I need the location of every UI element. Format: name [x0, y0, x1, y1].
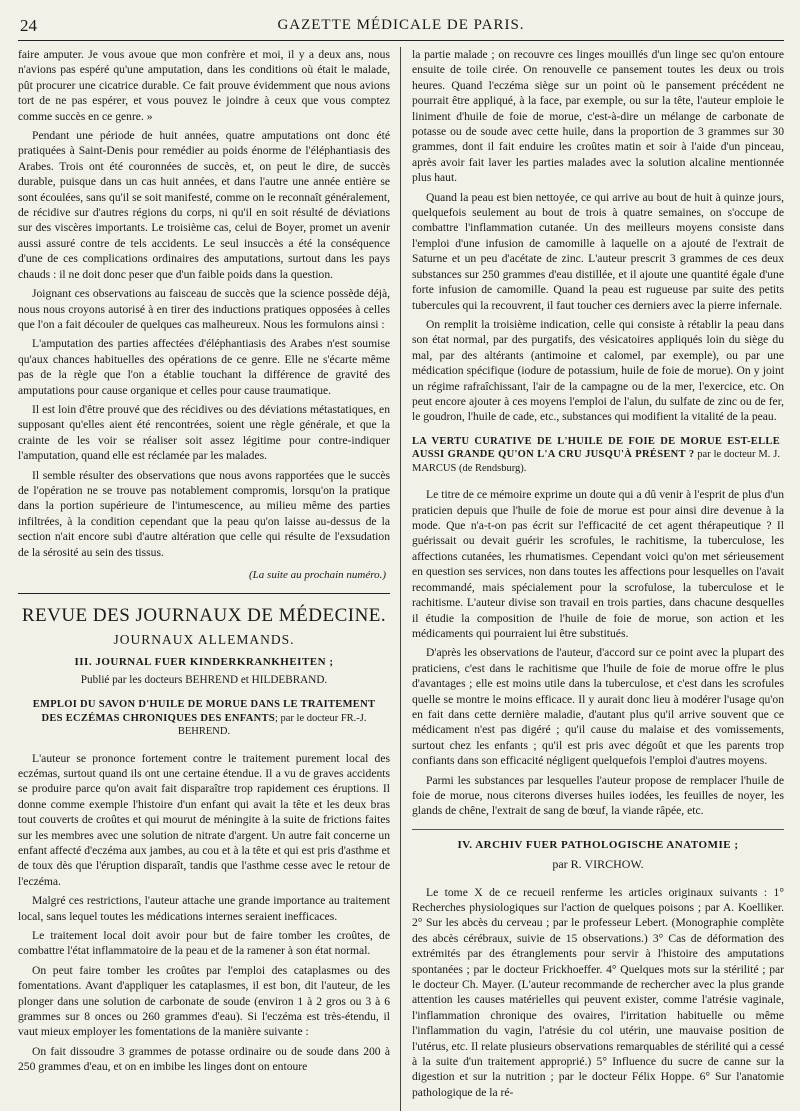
- subsection-title: JOURNAUX ALLEMANDS.: [113, 631, 295, 647]
- paragraph: Le traitement local doit avoir pour but de faire tomber les croûtes, de combattre l'état inflammatoire de la peau et de la ramener à son état normal.: [18, 929, 390, 958]
- paragraph: Parmi les substances par lesquelles l'auteur propose de remplacer l'huile de foie de morue, nous citerons diverses huiles iodées, les feuilles de noyer, les glands de chêne, l'extrait de sang de bœuf, la viande râpée, etc.: [412, 773, 784, 818]
- journal-title: GAZETTE MÉDICALE DE PARIS.: [277, 17, 525, 33]
- paragraph: L'amputation des parties affectées d'éléphantiasis des Arabes n'est soumise qu'aux chances habituelles des opérations de ce genre. Elle ne s'écarte même pas de la règle que l'on a établie touchant la différence de gravité des amputations pour cause organique et celles pour cause traumatique.: [18, 337, 390, 397]
- paragraph: Malgré ces restrictions, l'auteur attache une grande importance au traitement local, sans lequel toutes les médications internes seraient inefficaces.: [18, 894, 390, 923]
- paragraph: faire amputer. Je vous avoue que mon confrère et moi, il y a deux ans, nous n'avions pas espéré qu'une amputation, dans les conditions où était le malade, pût procurer une cicatrice durable. Ce fait prouve évidemment que nous avions tort de ne pas espérer, et vous pouvez le joindre à ceux que vous comptez comme succès en ce genre. »: [18, 48, 390, 123]
- paragraph: la partie malade ; on recouvre ces linges mouillés d'un linge sec qu'on entoure ensuite de toile cirée. On renouvelle ce pansement toutes les deux ou trois heures. Quand l'eczéma siège sur un point où le pansement précédent ne pourrait être appliqué, à la face, par exemple, ou sur la tête, l'auteur emploie le liniment d'huile de foie de morue, c'est-à-dire un mélange de carbonate de potasse ou de soude avec cette huile, dans la proportion de 3 grammes sur 30 grammes, dont il fait enduire les croûtes matin et soir à l'aide d'un pinceau, après avoir fait laver les parties malades avec la solution alcaline mentionnée plus haut.: [412, 48, 784, 185]
- article-heading: [22, 698, 386, 739]
- editors-line: Publié par les docteurs BEHREND et HILDEBRAND.: [80, 673, 328, 686]
- paragraph: Il est loin d'être prouvé que des récidives ou des déviations métastatiques, en supposant qu'elles aient été rencontrées, soient une règle générale, et que la crainte de les voir se réaliser soit assez légitime pour contre-indiquer l'amputation, quand elle est réclamée par les malades.: [18, 402, 390, 463]
- paragraph: Quand la peau est bien nettoyée, ce qui arrive au bout de huit à quinze jours, quelquefois seulement au bout de trois à quatre semaines, on s'occupe de combattre l'inflammation cutanée. Un des meilleurs moyens consiste dans l'emploi d'une infusion de camomille à laquelle on a ajouté de l'extrait de Saturne et un peu d'acétate de zinc. L'auteur prescrit 3 grammes de ces deux substances sur 250 grammes d'eau distillée, et il ajoute une quantité égale d'une forte infusion de camomille. Quand la peau est rugueuse par suite des petits tubercules qui la recouvrent, il faut toucher ces derniers avec la pierre infernale.: [412, 190, 784, 312]
- right-column: [400, 47, 784, 1111]
- article-heading: [412, 435, 780, 476]
- two-column-body: [18, 47, 784, 1111]
- continued-note: (La suite au prochain numéro.): [249, 569, 386, 581]
- article-title: LA VERTU CURATIVE DE L'HUILE DE FOIE DE MORUE EST-ELLE AUSSI GRANDE QU'ON L'A CRU JUSQU'À PRÉSENT ?: [412, 435, 780, 461]
- journal-author: par R. VIRCHOW.: [552, 857, 644, 872]
- section-title: REVUE DES JOURNAUX DE MÉDECINE.: [21, 605, 387, 627]
- page-number: 24: [20, 16, 37, 35]
- paragraph: On fait dissoudre 3 grammes de potasse ordinaire ou de soude dans 200 à 250 grammes d'eau, et on en imbibe les linges dont on entoure: [18, 1044, 390, 1074]
- paragraph: On remplit la troisième indication, celle qui consiste à rétablir la peau dans son état normal, par des purgatifs, des vésicatoires appliqués loin du siège du mal, par des altérants (antimoine et calomel, par exemple), ou par une médication spécifique (iodure de potassium, huile de foie de morue). On y joint un régime rafraîchissant, l'air de la campagne ou de la mer, l'exercice, etc. On peut encore ajouter à ces moyens l'emploi de l'alun, du sulfate de zinc ou de fer, le goudron, l'huile de cade, etc., substances qui modifient la vitalité de la peau.: [412, 317, 784, 424]
- paragraph: On peut faire tomber les croûtes par l'emploi des cataplasmes ou des fomentations. Avant d'appliquer les cataplasmes, il est bon, dit l'auteur, de les plonger dans une solution de carbonate de soude (environ 1 à 2 gros ou 3 à 6 grammes sur 8 onces ou 260 grammes d'eau). Si l'eczéma est très-étendu, il vaut mieux employer les fomentations de la manière suivante :: [18, 963, 390, 1039]
- article-title: EMPLOI DU SAVON D'HUILE DE MORUE DANS LE TRAITEMENT DES ECZÉMAS CHRONIQUES DES ENFANTS: [32, 699, 376, 724]
- divider: [412, 829, 784, 830]
- article-author: par le docteur M. J. MARCUS (de Rendsburg).: [412, 449, 780, 474]
- paragraph: Le titre de ce mémoire exprime un doute qui a dû venir à l'esprit de plus d'un praticien depuis que l'huile de foie de morue est pour ainsi dire devenue à la mode. Que n'a-t-on pas écrit sur l'efficacité de cet agent thérapeutique ? Il guérissait ou devait guérir les scrofules, le rachitisme, la tuberculose, les affections cutanées, les rhumatismes. Cependant voici qu'on met sérieusement en question ses services, non dans toutes les affections pour lesquelles on l'avait recommandé, mais spécialement pour la scrofulose, la tuberculose et le rachitisme. L'auteur divise son travail en trois parties, dans chacune desquelles il étudie la composition de l'huile de foie de morue, son action et les médicaments qui pourraient lui être substitués.: [412, 488, 784, 640]
- paragraph: Joignant ces observations au faisceau de succès que la science possède déjà, nous nous croyons autorisé à en tirer des inductions pratiques opposées à celles que l'on a fait découler de quelques cas malheureux. Nous les formulons ainsi :: [18, 287, 390, 331]
- left-column: [18, 47, 400, 1111]
- paragraph: Pendant une période de huit années, quatre amputations ont donc été pratiquées à Saint-Denis pour remédier au poids énorme de l'éléphantiasis des Arabes. Trois ont été couronnées de succès, et, on peut le dire, de succès durable, puisque dans un cas huit années, et dans l'autre une année entière se sont écoulées, sans qu'il se soit manifesté, comme on le reconnaît généralement, de récidive sur d'autres régions du corps, ni qu'il en soit résulté de déviations sur des viscères importants. Le troisième cas, celui de Boyer, promet un avenir aussi assuré contre de tels accidents. Le seul insuccès a été la conséquence d'une de ces complications ordinaires des amputations, surtout dans les pays chauds : il ne doit donc peser que d'un faible poids dans la question.: [18, 129, 390, 281]
- paragraph: Le tome X de ce recueil renferme les articles originaux suivants : 1° Recherches physiologiques sur l'action de quelques poisons ; par A. Koelliker. 2° Sur les abcès du cerveau ; par le professeur Lebert. (Monographie complète des abcès cérébraux, suivie de 15 observations.) 3° Cas de déformation des extrémités par des étranglements pour servir à l'histoire des amputations spontanées ; par le docteur Frickhoeffer. 4° Quelques mots sur la stérilité ; par le docteur Ch. Mayer. (L'auteur recommande de rechercher avec la plus grande attention les causes matérielles qui peuvent exister, comme l'atrésie vaginale, l'inflammation chronique des ovaires, l'irritation habituelle ou même l'inflammation du vagin, l'atrésie du col utérin, une mauvaise position de l'utérus, etc. Il relate plusieurs observations remarquables de stérilité qui a cessé à la suite d'un traitement approprié.) 5° Influence du sucre de canne sur la digestion et sur la nutrition ; par le docteur Félix Hoppe. 6° Sur l'anatomie pathologique de la ré-: [412, 885, 784, 1099]
- running-head: [18, 14, 784, 41]
- paragraph: L'auteur se prononce fortement contre le traitement purement local des eczémas, surtout quand ils ont une certaine étendue. Il a vu de graves accidents se produire parce qu'on avait fait disparaître trop rapidement ces éruptions. Il donne comme exemple l'histoire d'un enfant qui avait la tête et les deux bras tout couverts de croûtes et qui mourut de méningite à la suite de frictions faites sur les membres avec une solution de nitrate d'argent. Un autre fait concerne un enfant affecté d'eczéma aux jambes, au cou et à la tête et qui est pris d'asthme et de toux dès que l'éruption disparaît, tandis que l'asthme cesse avec le retour de l'eczéma.: [18, 751, 390, 888]
- paragraph: D'après les observations de l'auteur, d'accord sur ce point avec la plupart des praticiens, c'est dans le rachitisme que l'huile de foie de morue offre le plus d'avantages ; elle est moins utile dans la tuberculose, et c'est dans les scrofules quelle se montre le moins efficace. Il y aurait donc lieu à modérer l'usage qu'on en fait dans cette dernière maladie, d'autant plus qu'il arrive souvent que ce médicament n'est pas digéré ; qu'il cause du malaise et des vomissements, surtout chez les enfants ; qu'il est pris avec dégoût et que les parents trop confiants dans son efficacité négligent quelquefois l'emploi d'autres moyens.: [412, 646, 784, 768]
- journal-heading: IV. ARCHIV FUER PATHOLOGISCHE ANATOMIE ;: [457, 838, 739, 851]
- journal-heading: III. JOURNAL FUER KINDERKRANKHEITEN ;: [74, 656, 334, 669]
- article-author: ; par le docteur FR.-J. BEHREND.: [177, 712, 367, 738]
- paragraph: Il semble résulter des observations que nous avons rapportées que le succès de l'opération ne se trouve pas notablement compromis, lorsqu'on la pratique dans la portion supérieure de l'intumescence, au milieu même des parties infiltrées, à la condition cependant que la peau qu'on laisse au-dessus de la section n'ait encore subi d'autre altération que celle qui résulte de l'exsudation de la sérosité au sein des tissus.: [18, 468, 390, 559]
- section-divider: [18, 593, 390, 594]
